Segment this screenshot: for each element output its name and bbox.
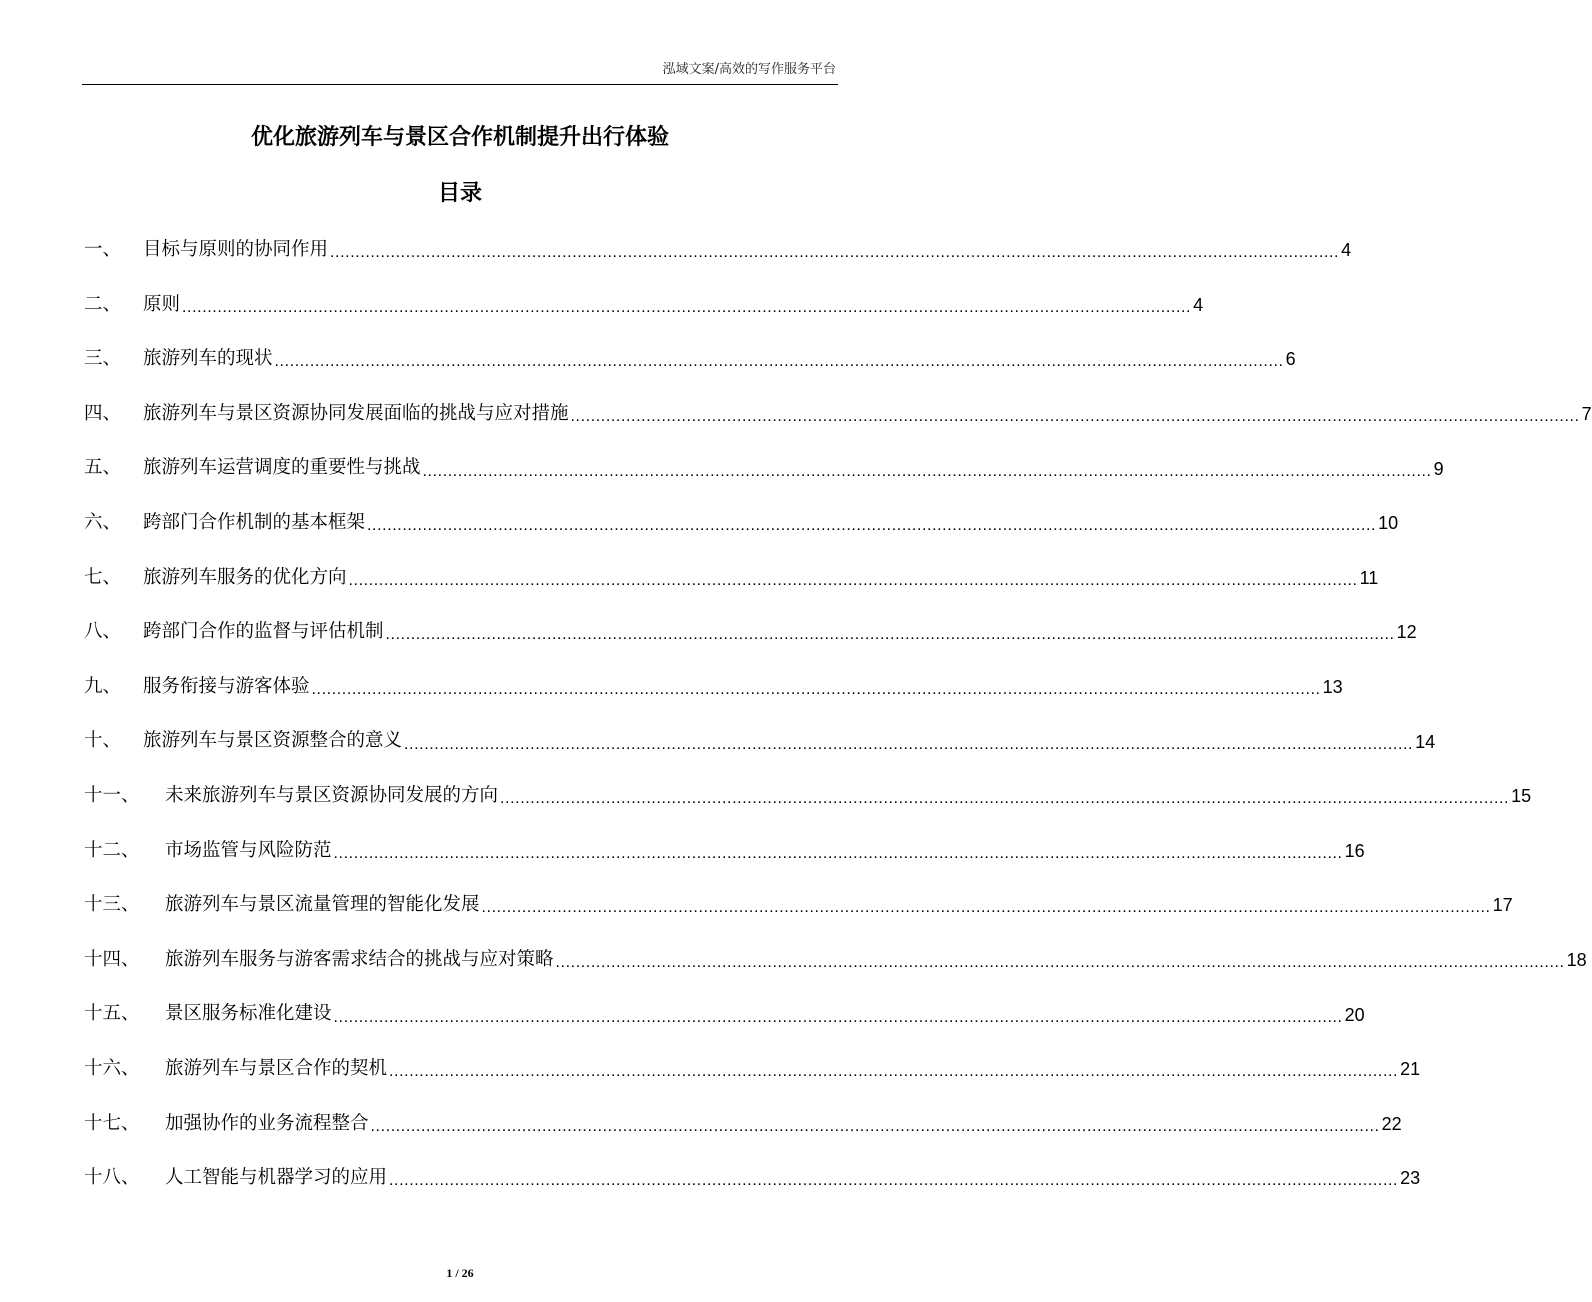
- toc-entry[interactable]: [84, 441, 1444, 496]
- toc-entry-number: 六、: [84, 512, 122, 534]
- toc-entry-number: 七、: [84, 566, 122, 588]
- toc-entry[interactable]: [84, 1151, 1421, 1206]
- document-title: 优化旅游列车与景区合作机制提升出行体验: [250, 125, 669, 150]
- toc-entry-number: 十一、: [84, 784, 140, 806]
- dot-leader: ........................................................................................................................................................................................................: [404, 735, 1414, 753]
- toc-entry-page[interactable]: 7: [1581, 404, 1592, 425]
- dot-leader: ........................................................................................................................................................................................................: [348, 571, 1358, 589]
- toc-entry-number: 十六、: [84, 1057, 140, 1079]
- toc-entry-title[interactable]: 旅游列车与景区资源协同发展面临的挑战与应对措施: [143, 402, 569, 424]
- toc-entry-title[interactable]: 旅游列车与景区流量管理的智能化发展: [165, 894, 480, 916]
- toc-entry-number: 四、: [84, 402, 122, 424]
- toc-entry-page[interactable]: 12: [1396, 622, 1417, 643]
- toc-entry-number: 十、: [84, 730, 122, 752]
- toc-entry[interactable]: [84, 387, 1592, 442]
- toc-entry-number: 十五、: [84, 1003, 140, 1025]
- toc-entry-number: 五、: [84, 457, 122, 479]
- toc-entry-page[interactable]: 11: [1359, 567, 1379, 588]
- toc-entry[interactable]: [84, 1097, 1402, 1152]
- dot-leader: ........................................................................................................................................................................................................: [311, 681, 1321, 699]
- toc-entry-number: 三、: [84, 348, 122, 370]
- toc-entry-title[interactable]: 旅游列车运营调度的重要性与挑战: [143, 457, 421, 479]
- dot-leader: ........................................................................................................................................................................................................: [422, 462, 1432, 480]
- toc-entry-page[interactable]: 18: [1566, 950, 1587, 971]
- toc-entry-number: 九、: [84, 675, 122, 697]
- toc-entry-page[interactable]: 23: [1400, 1168, 1421, 1189]
- dot-leader: ........................................................................................................................................................................................................: [500, 790, 1510, 808]
- toc-entry-page[interactable]: 6: [1285, 349, 1296, 370]
- toc-entry-number: 八、: [84, 621, 122, 643]
- toc-entry-page[interactable]: 21: [1400, 1059, 1421, 1080]
- toc-entry-page[interactable]: 10: [1378, 513, 1399, 534]
- toc-entry-page[interactable]: 20: [1344, 1004, 1365, 1025]
- toc-entry[interactable]: [84, 223, 1352, 278]
- header-divider: [82, 84, 838, 85]
- header-note: 泓域文案/高效的写作服务平台: [662, 62, 836, 77]
- dot-leader: ........................................................................................................................................................................................................: [385, 626, 1395, 644]
- toc-entry-page[interactable]: 4: [1341, 240, 1352, 261]
- toc-entry-number: 十三、: [84, 894, 140, 916]
- toc-entry-page[interactable]: 14: [1415, 731, 1436, 752]
- toc-entry-title[interactable]: 旅游列车服务与游客需求结合的挑战与应对策略: [165, 948, 554, 970]
- toc-entry-number: 一、: [84, 239, 122, 261]
- toc-entry-title[interactable]: 跨部门合作机制的基本框架: [143, 512, 366, 534]
- toc-entry[interactable]: [84, 660, 1343, 715]
- toc-entry-page[interactable]: 4: [1193, 294, 1204, 315]
- toc-entry-number: 十二、: [84, 839, 140, 861]
- dot-leader: ........................................................................................................................................................................................................: [333, 844, 1343, 862]
- toc-entry[interactable]: [84, 933, 1587, 988]
- dot-leader: ........................................................................................................................................................................................................: [555, 954, 1565, 972]
- toc-entry-page[interactable]: 13: [1322, 677, 1343, 698]
- toc-entry-title[interactable]: 旅游列车与景区资源整合的意义: [143, 730, 403, 752]
- toc-entry[interactable]: [84, 605, 1417, 660]
- toc-entry[interactable]: [84, 278, 1204, 333]
- toc-heading: 目录: [437, 181, 482, 206]
- toc-entry[interactable]: [84, 332, 1296, 387]
- toc-entry-page[interactable]: 17: [1492, 895, 1513, 916]
- toc-entry-title[interactable]: 目标与原则的协同作用: [143, 239, 329, 261]
- toc-entry-title[interactable]: 跨部门合作的监督与评估机制: [143, 621, 384, 643]
- toc-entry-title[interactable]: 原则: [143, 293, 181, 315]
- toc-entry-number: 十七、: [84, 1112, 140, 1134]
- table-of-contents: [84, 223, 1592, 1206]
- toc-entry-title[interactable]: 旅游列车服务的优化方向: [143, 566, 347, 588]
- toc-entry-page[interactable]: 9: [1433, 458, 1444, 479]
- dot-leader: ........................................................................................................................................................................................................: [481, 899, 1491, 917]
- dot-leader: ........................................................................................................................................................................................................: [274, 353, 1284, 371]
- toc-entry-page[interactable]: 16: [1344, 840, 1365, 861]
- dot-leader: ........................................................................................................................................................................................................: [570, 408, 1580, 426]
- dot-leader: ........................................................................................................................................................................................................: [389, 1063, 1399, 1081]
- toc-entry-title[interactable]: 未来旅游列车与景区资源协同发展的方向: [165, 784, 499, 806]
- dot-leader: ........................................................................................................................................................................................................: [367, 517, 1377, 535]
- toc-entry-title[interactable]: 景区服务标准化建设: [165, 1003, 332, 1025]
- toc-entry[interactable]: [84, 551, 1379, 606]
- dot-leader: ........................................................................................................................................................................................................: [370, 1117, 1380, 1135]
- toc-entry[interactable]: [84, 1042, 1421, 1097]
- dot-leader: ........................................................................................................................................................................................................: [389, 1172, 1399, 1190]
- page-indicator: 1 / 26: [446, 1266, 474, 1280]
- toc-entry-title[interactable]: 旅游列车的现状: [143, 348, 273, 370]
- toc-entry[interactable]: [84, 987, 1365, 1042]
- toc-entry-title[interactable]: 加强协作的业务流程整合: [165, 1112, 369, 1134]
- dot-leader: ........................................................................................................................................................................................................: [182, 298, 1192, 316]
- toc-entry-title[interactable]: 旅游列车与景区合作的契机: [165, 1057, 388, 1079]
- toc-entry-title[interactable]: 服务衔接与游客体验: [143, 675, 310, 697]
- toc-entry-number: 十四、: [84, 948, 140, 970]
- toc-entry[interactable]: [84, 824, 1365, 879]
- toc-entry[interactable]: [84, 769, 1532, 824]
- toc-entry[interactable]: [84, 878, 1513, 933]
- toc-entry-number: 二、: [84, 293, 122, 315]
- toc-entry-page[interactable]: 22: [1381, 1113, 1402, 1134]
- toc-entry-number: 十八、: [84, 1167, 140, 1189]
- toc-entry-title[interactable]: 人工智能与机器学习的应用: [165, 1167, 388, 1189]
- dot-leader: ........................................................................................................................................................................................................: [333, 1008, 1343, 1026]
- toc-entry[interactable]: [84, 496, 1399, 551]
- toc-entry[interactable]: [84, 714, 1436, 769]
- dot-leader: ........................................................................................................................................................................................................: [330, 244, 1340, 262]
- toc-entry-title[interactable]: 市场监管与风险防范: [165, 839, 332, 861]
- toc-entry-page[interactable]: 15: [1511, 786, 1532, 807]
